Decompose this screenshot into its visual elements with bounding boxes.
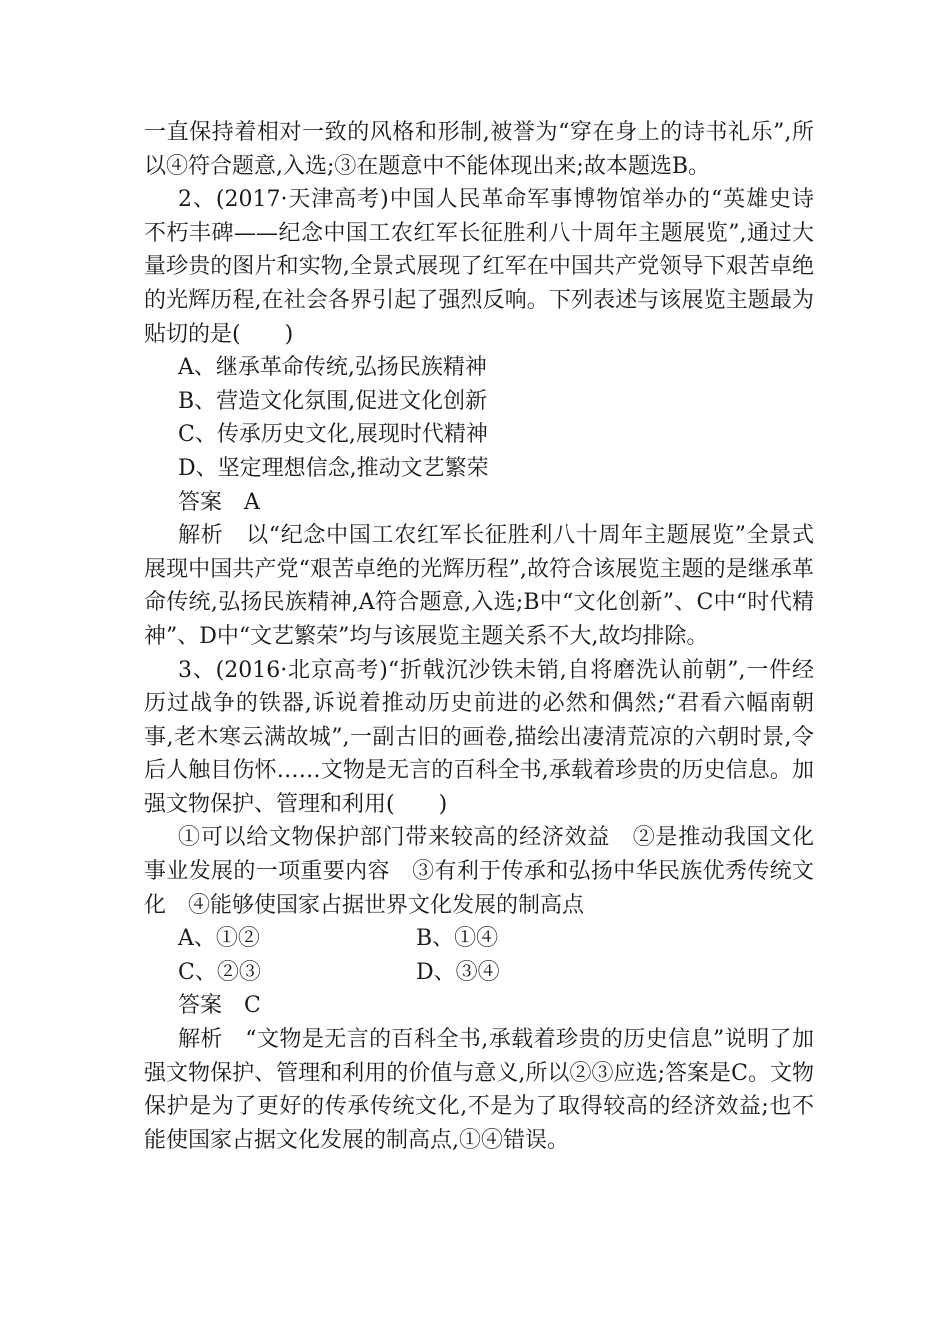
question-3-options-row-2 (144, 956, 814, 990)
question-3-statements: ①可以给文物保护部门带来较高的经济效益 ②是推动我国文化事业发展的一项重要内容 ③有利于传承和弘扬中华民族优秀传统文化 ④能够使国家占据世界文化发展的制高点 (144, 825, 814, 918)
document-body (144, 116, 837, 1157)
question-3-option-d: D、③④ (416, 959, 500, 985)
question-2-option-a: A、继承革命传统,弘扬民族精神 (178, 355, 487, 381)
question-3-analysis: 解析 “文物是无言的百科全书,承载着珍贵的历史信息”说明了加强文物保护、管理和利用的价值与意义,所以②③应选;答案是C。文物保护是为了更好的传承传统文化,不是为了取得较高的经济效益;也不能使国家占据文化发展的制高点,①④错误。 (144, 1027, 814, 1153)
question-3-answer: 答案 C (178, 993, 261, 1019)
question-3-option-a: A、①② (178, 926, 260, 952)
question-3-option-b: B、①④ (416, 926, 499, 952)
question-3-options-row-1 (144, 922, 814, 956)
question-2-analysis: 解析 以“纪念中国工农红军长征胜利八十周年主题展览”全景式展现中国共产党“艰苦卓绝的光辉历程”,故符合该展览主题的是继承革命传统,弘扬民族精神,A符合题意,入选;B中“文化创新”、C中“时代精神”、D中“文艺繁荣”均与该展览主题关系不大,故均排除。 (144, 523, 814, 649)
question-2 (144, 183, 837, 653)
question-2-option-d: D、坚定理想信念,推动文艺繁荣 (178, 455, 489, 481)
previous-analysis-tail: 一直保持着相对一致的风格和形制,被誉为“穿在身上的诗书礼乐”,所以④符合题意,入选;③在题意中不能体现出来;故本题选B。 (144, 120, 814, 179)
question-3-stem: 3、(2016·北京高考)“折戟沉沙铁未销,自将磨洗认前朝”,一件经历过战争的铁器,诉说着推动历史前进的必然和偶然;“君看六幅南朝事,老木寒云满故城”,一副古旧的画卷,描绘出凄清荒凉的六朝时景,令后人触目伤怀……文物是无言的百科全书,承载着珍贵的历史信息。加强文物保护、管理和利用( ) (144, 657, 814, 817)
question-3-option-c: C、②③ (178, 959, 261, 985)
question-2-stem: 2、(2017·天津高考)中国人民革命军事博物馆举办的“英雄史诗 不朽丰碑——纪念中国工农红军长征胜利八十周年主题展览”,通过大量珍贵的图片和实物,全景式展现了红军在中国共产党领导下艰苦卓绝的光辉历程,在社会各界引起了强烈反响。下列表述与该展览主题最为贴切的是( ) (144, 187, 837, 347)
question-3 (144, 654, 814, 1158)
question-2-answer: 答案 A (178, 489, 260, 515)
question-2-option-b: B、营造文化氛围,促进文化创新 (178, 388, 488, 414)
question-2-option-c: C、传承历史文化,展现时代精神 (178, 422, 488, 448)
